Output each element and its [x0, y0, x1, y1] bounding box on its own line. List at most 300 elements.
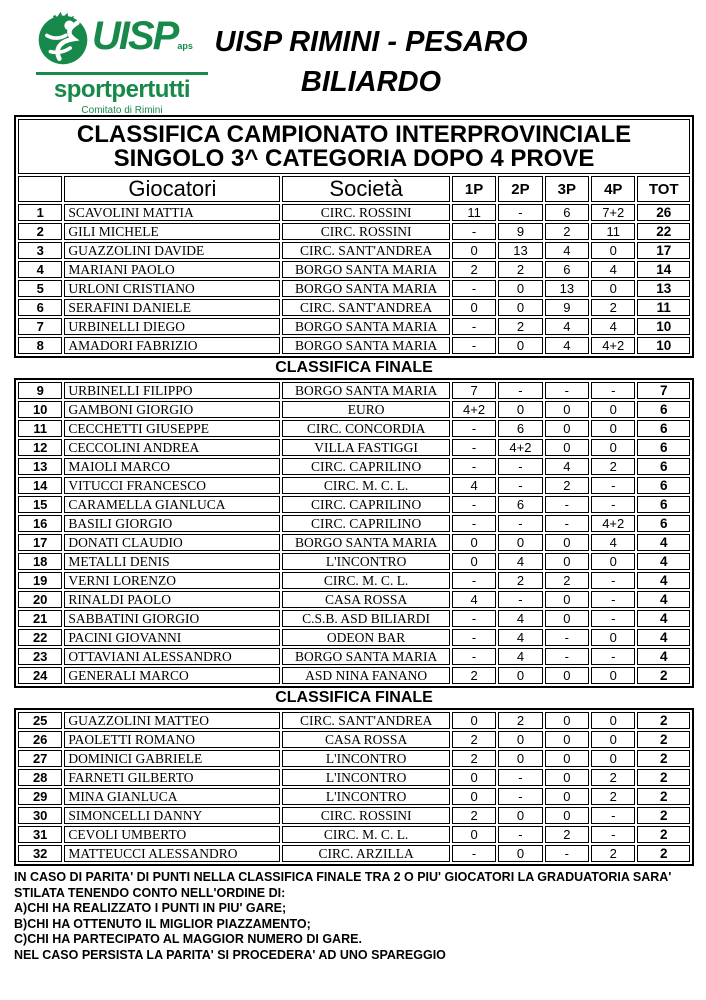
table-row [18, 261, 690, 278]
points-1p-cell: - [452, 629, 496, 646]
player-cell: FARNETI GILBERTO [64, 769, 280, 786]
points-1p-cell: - [452, 845, 496, 862]
table-row [18, 477, 690, 494]
total-cell: 6 [637, 477, 690, 494]
tiebreak-rules [14, 870, 706, 963]
table-row [18, 280, 690, 297]
points-1p-cell: - [452, 337, 496, 354]
table-row [18, 439, 690, 456]
total-cell: 6 [637, 420, 690, 437]
points-2p-cell: 0 [498, 845, 542, 862]
player-cell: CEVOLI UMBERTO [64, 826, 280, 843]
points-3p-cell: - [545, 496, 589, 513]
club-cell: EURO [282, 401, 450, 418]
rank-cell: 31 [18, 826, 62, 843]
table-title-row [18, 119, 690, 174]
club-cell: BORGO SANTA MARIA [282, 318, 450, 335]
points-3p-cell: 0 [545, 788, 589, 805]
tot-column-header: TOT [637, 176, 690, 202]
table-row [18, 318, 690, 335]
table-row [18, 420, 690, 437]
p4-column-header: 4P [591, 176, 635, 202]
total-cell: 6 [637, 458, 690, 475]
total-cell: 4 [637, 591, 690, 608]
points-2p-cell: 0 [498, 807, 542, 824]
club-cell: VILLA FASTIGGI [282, 439, 450, 456]
points-3p-cell: 0 [545, 553, 589, 570]
points-2p-cell: - [498, 591, 542, 608]
points-1p-cell: - [452, 610, 496, 627]
player-cell: CECCOLINI ANDREA [64, 439, 280, 456]
points-2p-cell: - [498, 515, 542, 532]
points-4p-cell: - [591, 496, 635, 513]
points-1p-cell: 2 [452, 750, 496, 767]
points-3p-cell: 4 [545, 318, 589, 335]
total-cell: 10 [637, 318, 690, 335]
rank-cell: 28 [18, 769, 62, 786]
rank-cell: 1 [18, 204, 62, 221]
rank-cell: 2 [18, 223, 62, 240]
rank-cell: 3 [18, 242, 62, 259]
club-cell: CIRC. SANT'ANDREA [282, 712, 450, 729]
points-4p-cell: 4 [591, 318, 635, 335]
points-3p-cell: 0 [545, 439, 589, 456]
points-2p-cell: 4 [498, 648, 542, 665]
player-cell: GENERALI MARCO [64, 667, 280, 684]
points-1p-cell: - [452, 458, 496, 475]
points-4p-cell: 2 [591, 788, 635, 805]
player-cell: SABBATINI GIORGIO [64, 610, 280, 627]
table-row [18, 788, 690, 805]
player-cell: GUAZZOLINI DAVIDE [64, 242, 280, 259]
column-header-row [18, 176, 690, 202]
tiebreak-line: A)CHI HA REALIZZATO I PUNTI IN PIU' GARE; [14, 901, 287, 915]
player-cell: DOMINICI GABRIELE [64, 750, 280, 767]
rank-cell: 14 [18, 477, 62, 494]
p1-column-header: 1P [452, 176, 496, 202]
points-1p-cell: - [452, 223, 496, 240]
points-1p-cell: - [452, 648, 496, 665]
points-3p-cell: - [545, 845, 589, 862]
player-cell: AMADORI FABRIZIO [64, 337, 280, 354]
player-cell: VERNI LORENZO [64, 572, 280, 589]
uisp-athlete-emblem-icon [36, 12, 90, 71]
total-cell: 13 [637, 280, 690, 297]
club-cell: CIRC. CONCORDIA [282, 420, 450, 437]
club-cell: CIRC. M. C. L. [282, 826, 450, 843]
points-3p-cell: 0 [545, 667, 589, 684]
club-cell: BORGO SANTA MARIA [282, 280, 450, 297]
total-cell: 6 [637, 515, 690, 532]
table-row [18, 845, 690, 862]
table-row [18, 610, 690, 627]
club-cell: CASA ROSSA [282, 591, 450, 608]
points-2p-cell: 0 [498, 299, 542, 316]
uisp-logo [36, 12, 208, 116]
points-1p-cell: - [452, 496, 496, 513]
points-2p-cell: 0 [498, 280, 542, 297]
points-3p-cell: 2 [545, 477, 589, 494]
tiebreak-line: IN CASO DI PARITA' DI PUNTI NELLA CLASSIFICA FINALE TRA 2 O PIU' GIOCATORI LA GRADUATORIA SARA' [14, 870, 672, 884]
points-3p-cell: - [545, 382, 589, 399]
club-cell: L'INCONTRO [282, 553, 450, 570]
player-column-header: Giocatori [64, 176, 280, 202]
table-title-line2: SINGOLO 3^ CATEGORIA DOPO 4 PROVE [113, 145, 595, 172]
points-4p-cell: - [591, 807, 635, 824]
total-cell: 22 [637, 223, 690, 240]
points-4p-cell: - [591, 382, 635, 399]
player-cell: URLONI CRISTIANO [64, 280, 280, 297]
table-row [18, 515, 690, 532]
tiebreak-line: B)CHI HA OTTENUTO IL MIGLIOR PIAZZAMENTO; [14, 916, 311, 931]
table-row [18, 242, 690, 259]
uisp-wordmark: UISPaps [92, 14, 193, 58]
points-4p-cell: 0 [591, 667, 635, 684]
points-2p-cell: 4 [498, 610, 542, 627]
table-title-line1: CLASSIFICA CAMPIONATO INTERPROVINCIALE [76, 121, 632, 148]
document-title-line2: BILIARDO [300, 66, 442, 98]
points-1p-cell: 7 [452, 382, 496, 399]
rank-cell: 29 [18, 788, 62, 805]
points-1p-cell: - [452, 318, 496, 335]
points-1p-cell: 2 [452, 261, 496, 278]
points-1p-cell: 0 [452, 299, 496, 316]
total-cell: 4 [637, 572, 690, 589]
points-4p-cell: 4 [591, 534, 635, 551]
points-4p-cell: - [591, 591, 635, 608]
points-3p-cell: 0 [545, 769, 589, 786]
points-1p-cell: 11 [452, 204, 496, 221]
table-row [18, 731, 690, 748]
club-cell: CIRC. ROSSINI [282, 204, 450, 221]
rank-cell: 23 [18, 648, 62, 665]
total-cell: 2 [637, 788, 690, 805]
rank-cell: 11 [18, 420, 62, 437]
rank-cell: 10 [18, 401, 62, 418]
points-1p-cell: 4+2 [452, 401, 496, 418]
total-cell: 2 [637, 807, 690, 824]
points-3p-cell: 0 [545, 591, 589, 608]
points-1p-cell: 4 [452, 591, 496, 608]
points-4p-cell: 0 [591, 629, 635, 646]
points-2p-cell: 0 [498, 750, 542, 767]
table-row [18, 223, 690, 240]
table-row [18, 769, 690, 786]
table-row [18, 667, 690, 684]
club-column-header: Società [282, 176, 450, 202]
rank-cell: 13 [18, 458, 62, 475]
table-row [18, 826, 690, 843]
document-title [214, 22, 527, 102]
points-4p-cell: 0 [591, 280, 635, 297]
club-cell: CIRC. ROSSINI [282, 807, 450, 824]
points-3p-cell: 0 [545, 750, 589, 767]
player-cell: METALLI DENIS [64, 553, 280, 570]
player-cell: BASILI GIORGIO [64, 515, 280, 532]
points-1p-cell: 0 [452, 788, 496, 805]
table-row [18, 572, 690, 589]
club-cell: CIRC. CAPRILINO [282, 496, 450, 513]
points-2p-cell: 0 [498, 731, 542, 748]
points-4p-cell: 0 [591, 553, 635, 570]
points-1p-cell: 2 [452, 731, 496, 748]
club-cell: BORGO SANTA MARIA [282, 648, 450, 665]
points-4p-cell: 7+2 [591, 204, 635, 221]
masthead [0, 0, 706, 115]
points-3p-cell: 4 [545, 458, 589, 475]
tiebreak-line: C)CHI HA PARTECIPATO AL MAGGIOR NUMERO DI GARE. [14, 932, 362, 946]
player-cell: DONATI CLAUDIO [64, 534, 280, 551]
table-row [18, 750, 690, 767]
rank-cell: 22 [18, 629, 62, 646]
points-2p-cell: 2 [498, 572, 542, 589]
points-3p-cell: - [545, 629, 589, 646]
points-4p-cell: - [591, 572, 635, 589]
player-cell: SCAVOLINI MATTIA [64, 204, 280, 221]
points-3p-cell: 0 [545, 712, 589, 729]
points-1p-cell: - [452, 572, 496, 589]
points-3p-cell: 6 [545, 204, 589, 221]
points-4p-cell: 4+2 [591, 515, 635, 532]
player-cell: GUAZZOLINI MATTEO [64, 712, 280, 729]
ranking-tables [14, 115, 694, 866]
rank-cell: 16 [18, 515, 62, 532]
points-3p-cell: 0 [545, 420, 589, 437]
total-cell: 26 [637, 204, 690, 221]
points-1p-cell: 0 [452, 826, 496, 843]
player-cell: RINALDI PAOLO [64, 591, 280, 608]
rank-cell: 21 [18, 610, 62, 627]
points-2p-cell: 2 [498, 261, 542, 278]
points-4p-cell: 4 [591, 261, 635, 278]
club-cell: CIRC. ROSSINI [282, 223, 450, 240]
total-cell: 4 [637, 553, 690, 570]
points-2p-cell: 6 [498, 496, 542, 513]
total-cell: 14 [637, 261, 690, 278]
player-cell: URBINELLI FILIPPO [64, 382, 280, 399]
club-cell: ASD NINA FANANO [282, 667, 450, 684]
club-cell: CIRC. M. C. L. [282, 572, 450, 589]
points-2p-cell: - [498, 477, 542, 494]
points-4p-cell: 2 [591, 458, 635, 475]
player-cell: PACINI GIOVANNI [64, 629, 280, 646]
points-4p-cell: - [591, 648, 635, 665]
points-4p-cell: - [591, 477, 635, 494]
points-4p-cell: 2 [591, 845, 635, 862]
table-title [18, 119, 690, 174]
points-2p-cell: - [498, 788, 542, 805]
points-2p-cell: - [498, 382, 542, 399]
rank-column-header [18, 176, 62, 202]
rank-cell: 17 [18, 534, 62, 551]
logo-divider-line [36, 72, 208, 75]
table-row [18, 629, 690, 646]
points-3p-cell: 6 [545, 261, 589, 278]
table-row [18, 591, 690, 608]
rank-cell: 8 [18, 337, 62, 354]
points-2p-cell: 6 [498, 420, 542, 437]
points-3p-cell: 0 [545, 807, 589, 824]
points-3p-cell: - [545, 515, 589, 532]
club-cell: BORGO SANTA MARIA [282, 261, 450, 278]
points-2p-cell: 9 [498, 223, 542, 240]
club-cell: L'INCONTRO [282, 750, 450, 767]
points-2p-cell: 4 [498, 553, 542, 570]
total-cell: 6 [637, 439, 690, 456]
points-3p-cell: 2 [545, 223, 589, 240]
club-cell: CIRC. CAPRILINO [282, 458, 450, 475]
points-1p-cell: - [452, 515, 496, 532]
rank-cell: 27 [18, 750, 62, 767]
rank-cell: 9 [18, 382, 62, 399]
points-1p-cell: 0 [452, 534, 496, 551]
player-cell: URBINELLI DIEGO [64, 318, 280, 335]
points-2p-cell: 4 [498, 629, 542, 646]
points-4p-cell: 0 [591, 242, 635, 259]
table-row [18, 648, 690, 665]
points-1p-cell: 2 [452, 807, 496, 824]
table-row [18, 204, 690, 221]
player-cell: MATTEUCCI ALESSANDRO [64, 845, 280, 862]
club-cell: CIRC. ARZILLA [282, 845, 450, 862]
player-cell: CECCHETTI GIUSEPPE [64, 420, 280, 437]
tiebreak-line: NEL CASO PERSISTA LA PARITA' SI PROCEDERA' AD UNO SPAREGGIO [14, 947, 446, 962]
points-3p-cell: - [545, 648, 589, 665]
p2-column-header: 2P [498, 176, 542, 202]
player-cell: MARIANI PAOLO [64, 261, 280, 278]
total-cell: 7 [637, 382, 690, 399]
total-cell: 2 [637, 826, 690, 843]
table-row [18, 712, 690, 729]
document-title-line1: UISP RIMINI - PESARO [214, 26, 528, 58]
rank-cell: 18 [18, 553, 62, 570]
rank-cell: 20 [18, 591, 62, 608]
points-4p-cell: 0 [591, 439, 635, 456]
points-4p-cell: 11 [591, 223, 635, 240]
points-2p-cell: 2 [498, 318, 542, 335]
points-1p-cell: 0 [452, 242, 496, 259]
total-cell: 2 [637, 667, 690, 684]
points-2p-cell: - [498, 826, 542, 843]
points-4p-cell: 4+2 [591, 337, 635, 354]
points-2p-cell: 0 [498, 534, 542, 551]
committee-label: Comitato di Rimini [81, 105, 163, 116]
ranking-table-top [14, 115, 694, 358]
total-cell: 4 [637, 629, 690, 646]
points-3p-cell: 0 [545, 401, 589, 418]
rank-cell: 26 [18, 731, 62, 748]
points-1p-cell: 0 [452, 712, 496, 729]
points-2p-cell: - [498, 769, 542, 786]
table-row [18, 401, 690, 418]
player-cell: OTTAVIANI ALESSANDRO [64, 648, 280, 665]
table-row [18, 458, 690, 475]
classifica-finale-divider-1: CLASSIFICA FINALE [275, 359, 433, 376]
rank-cell: 6 [18, 299, 62, 316]
sportpertutti-tagline: sportpertutti [53, 76, 191, 103]
points-3p-cell: 13 [545, 280, 589, 297]
total-cell: 6 [637, 496, 690, 513]
rank-cell: 19 [18, 572, 62, 589]
club-cell: CIRC. M. C. L. [282, 477, 450, 494]
total-cell: 2 [637, 750, 690, 767]
points-4p-cell: 2 [591, 769, 635, 786]
club-cell: L'INCONTRO [282, 769, 450, 786]
rank-cell: 7 [18, 318, 62, 335]
player-cell: SERAFINI DANIELE [64, 299, 280, 316]
uisp-aps-label: aps [177, 41, 193, 51]
ranking-table-middle [14, 378, 694, 688]
player-cell: PAOLETTI ROMANO [64, 731, 280, 748]
total-cell: 4 [637, 610, 690, 627]
table-row [18, 553, 690, 570]
rank-cell: 5 [18, 280, 62, 297]
rank-cell: 24 [18, 667, 62, 684]
club-cell: BORGO SANTA MARIA [282, 534, 450, 551]
player-cell: SIMONCELLI DANNY [64, 807, 280, 824]
points-1p-cell: 4 [452, 477, 496, 494]
total-cell: 4 [637, 648, 690, 665]
p3-column-header: 3P [545, 176, 589, 202]
player-cell: MAIOLI MARCO [64, 458, 280, 475]
player-cell: GILI MICHELE [64, 223, 280, 240]
ranking-table-bottom [14, 708, 694, 866]
club-cell: CASA ROSSA [282, 731, 450, 748]
rank-cell: 25 [18, 712, 62, 729]
points-4p-cell: - [591, 826, 635, 843]
club-cell: ODEON BAR [282, 629, 450, 646]
total-cell: 2 [637, 712, 690, 729]
player-cell: MINA GIANLUCA [64, 788, 280, 805]
total-cell: 6 [637, 401, 690, 418]
table-row [18, 496, 690, 513]
points-1p-cell: 2 [452, 667, 496, 684]
table-row [18, 337, 690, 354]
points-3p-cell: 2 [545, 572, 589, 589]
points-3p-cell: 4 [545, 242, 589, 259]
player-cell: VITUCCI FRANCESCO [64, 477, 280, 494]
total-cell: 4 [637, 534, 690, 551]
club-cell: BORGO SANTA MARIA [282, 337, 450, 354]
total-cell: 17 [637, 242, 690, 259]
rank-cell: 4 [18, 261, 62, 278]
total-cell: 2 [637, 845, 690, 862]
player-cell: CARAMELLA GIANLUCA [64, 496, 280, 513]
points-1p-cell: 0 [452, 553, 496, 570]
points-4p-cell: 2 [591, 299, 635, 316]
club-cell: BORGO SANTA MARIA [282, 382, 450, 399]
points-2p-cell: 13 [498, 242, 542, 259]
points-2p-cell: 2 [498, 712, 542, 729]
points-4p-cell: 0 [591, 712, 635, 729]
points-3p-cell: 0 [545, 731, 589, 748]
points-1p-cell: - [452, 280, 496, 297]
points-4p-cell: 0 [591, 420, 635, 437]
rank-cell: 30 [18, 807, 62, 824]
points-3p-cell: 9 [545, 299, 589, 316]
classifica-finale-divider-2: CLASSIFICA FINALE [275, 689, 433, 706]
rank-cell: 12 [18, 439, 62, 456]
points-3p-cell: 0 [545, 610, 589, 627]
club-cell: CIRC. SANT'ANDREA [282, 299, 450, 316]
club-cell: CIRC. SANT'ANDREA [282, 242, 450, 259]
points-3p-cell: 2 [545, 826, 589, 843]
points-2p-cell: - [498, 204, 542, 221]
total-cell: 10 [637, 337, 690, 354]
table-row [18, 534, 690, 551]
club-cell: CIRC. CAPRILINO [282, 515, 450, 532]
points-2p-cell: - [498, 458, 542, 475]
